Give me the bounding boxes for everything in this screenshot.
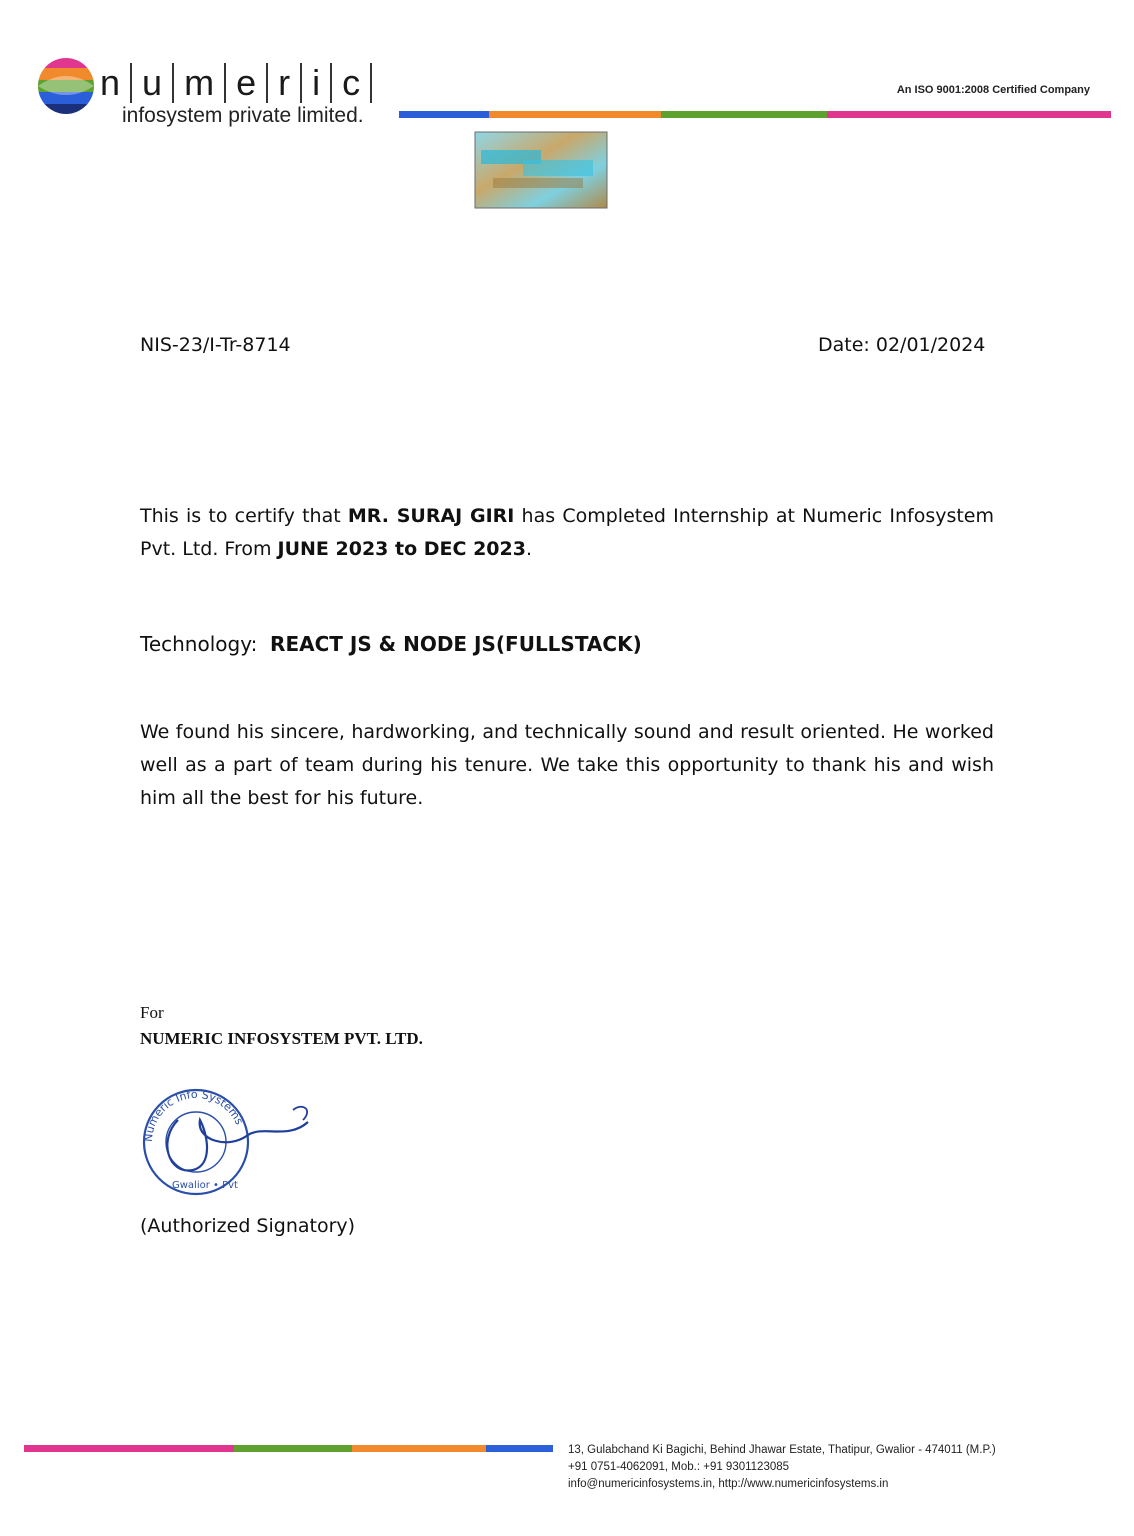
technology-label: Technology: bbox=[140, 632, 258, 656]
reference-number: NIS-23/I-Tr-8714 bbox=[140, 334, 291, 356]
cert-text-middle: has Completed Internship at Numeric Infosystem Pvt. Ltd. From bbox=[140, 505, 995, 560]
company-seal-signature-icon bbox=[138, 1080, 328, 1210]
contact-web-line: info@numericinfosystems.in, http://www.numericinfosystems.in bbox=[568, 1478, 889, 1490]
footer-bar-segment bbox=[352, 1445, 486, 1452]
header-bar-segment bbox=[827, 111, 1111, 118]
letter-date bbox=[818, 334, 985, 356]
authorized-signatory-label: (Authorized Signatory) bbox=[140, 1215, 356, 1237]
company-logo-icon bbox=[36, 56, 96, 116]
technology-line bbox=[140, 628, 994, 661]
footer-bar-segment bbox=[486, 1445, 553, 1452]
company-name: NUMERIC INFOSYSTEM PVT. LTD. bbox=[140, 1029, 423, 1048]
address-line: 13, Gulabchand Ki Bagichi, Behind Jhawar Estate, Thatipur, Gwalior - 474011 (M.P.) bbox=[568, 1444, 996, 1456]
logo-letter: n bbox=[90, 63, 132, 103]
header-bar-segment bbox=[399, 111, 489, 118]
contact-phone-line: +91 0751-4062091, Mob.: +91 9301123085 bbox=[568, 1461, 790, 1473]
logo-letter: u bbox=[132, 63, 174, 103]
svg-text:Gwalior • Pvt: Gwalior • Pvt bbox=[172, 1180, 238, 1191]
hologram-sticker-icon bbox=[473, 130, 609, 210]
certificate-paragraph bbox=[140, 500, 994, 566]
cert-text-start: This is to certify that bbox=[140, 505, 348, 527]
header-bar-segment bbox=[489, 111, 661, 118]
date-label: Date: bbox=[818, 334, 870, 356]
iso-certification-text: An ISO 9001:2008 Certified Company bbox=[896, 84, 1090, 96]
svg-text:Numeric Info Systems: Numeric Info Systems bbox=[141, 1087, 246, 1143]
internship-period: JUNE 2023 to DEC 2023 bbox=[277, 538, 526, 560]
footer-bar-segment bbox=[234, 1445, 352, 1452]
logo-letter: r bbox=[268, 63, 302, 103]
intern-name: MR. SURAJ GIRI bbox=[347, 505, 515, 527]
for-label: For bbox=[140, 1003, 164, 1022]
logo-letter: e bbox=[226, 63, 268, 103]
date-value: 02/01/2024 bbox=[875, 334, 986, 356]
feedback-paragraph: We found his sincere, hardworking, and technically sound and result oriented. He worked well as a part of team during his tenure. We take this opportunity to thank his and wish him all the best for his future. bbox=[140, 721, 994, 809]
footer-color-bar bbox=[24, 1445, 553, 1452]
technology-value: REACT JS & NODE JS(FULLSTACK) bbox=[270, 632, 642, 656]
header-color-bar bbox=[399, 111, 1111, 118]
logo-letter: m bbox=[174, 63, 226, 103]
footer-bar-segment bbox=[24, 1445, 234, 1452]
cert-text-end: . bbox=[525, 538, 533, 560]
footer-address bbox=[568, 1442, 996, 1493]
company-tagline: infosystem private limited. bbox=[122, 104, 364, 127]
header-bar-segment bbox=[661, 111, 827, 118]
logo-letter: c bbox=[332, 63, 372, 103]
logo-letter: i bbox=[302, 63, 332, 103]
company-wordmark bbox=[90, 62, 372, 104]
